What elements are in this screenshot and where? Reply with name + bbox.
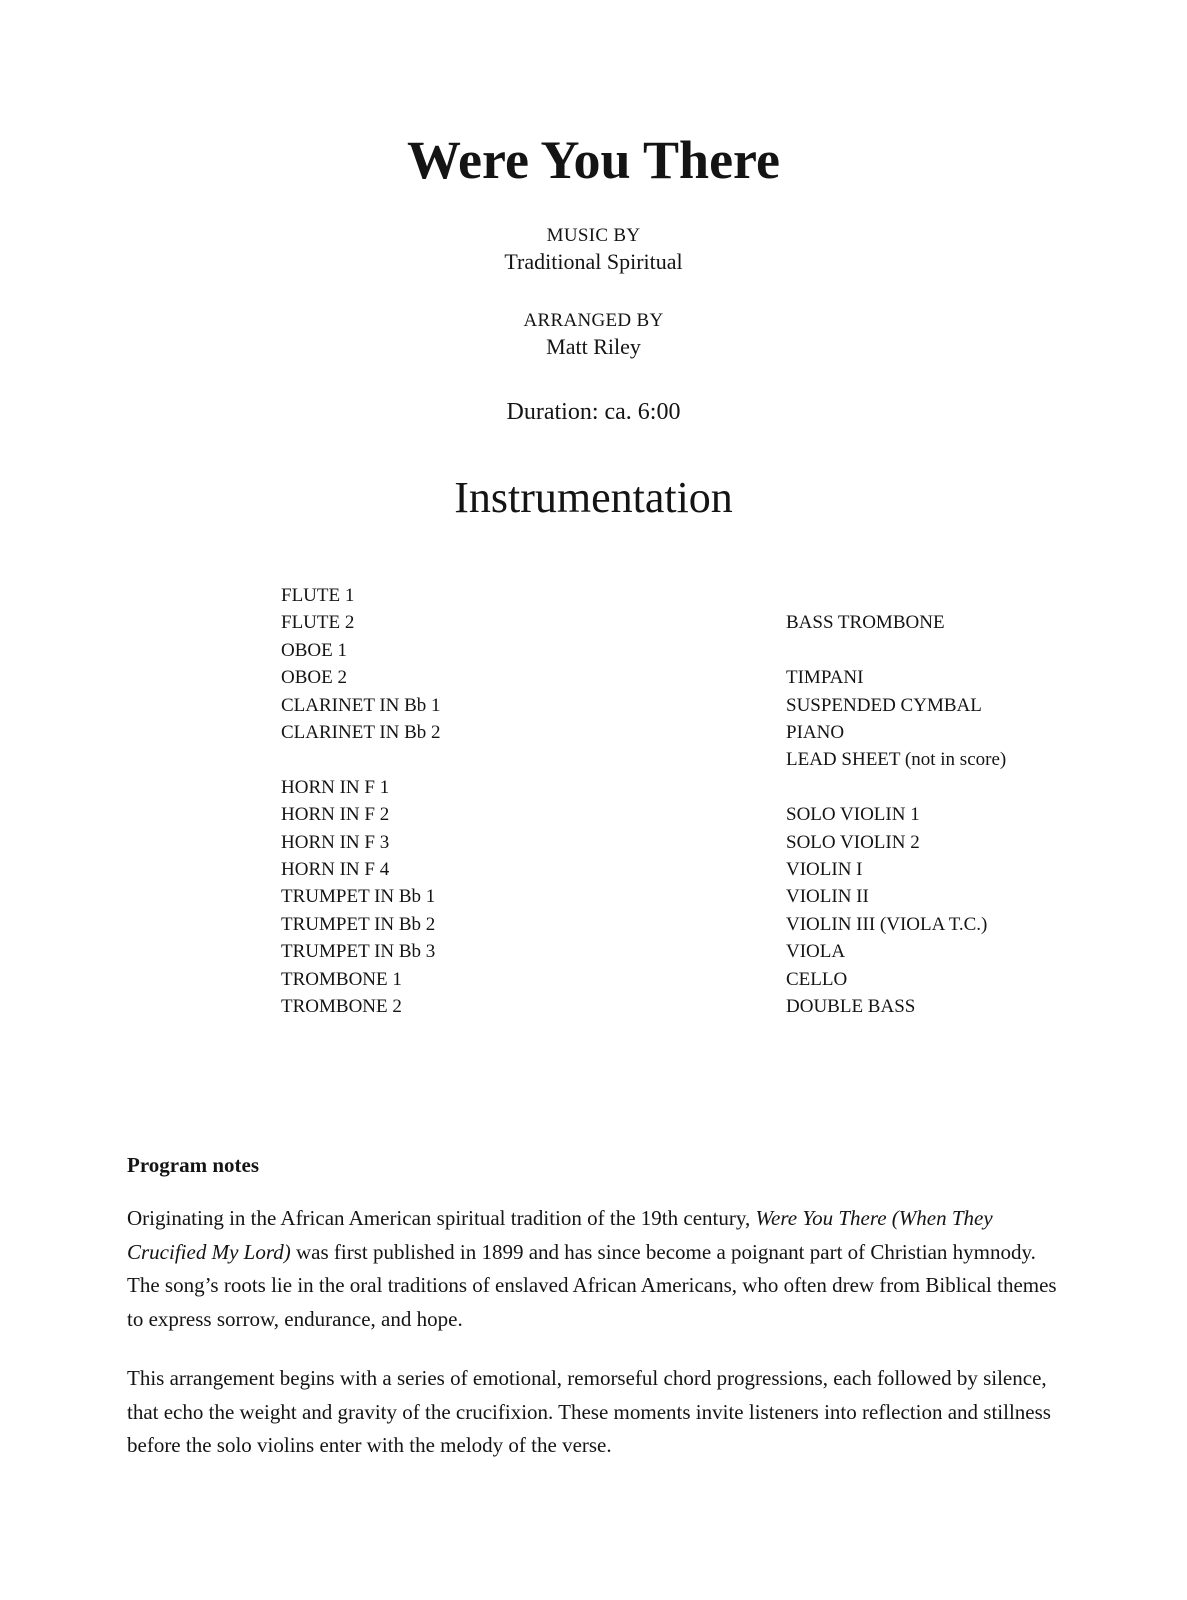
instrument-item: TRUMPET IN Bb 2 [281,913,436,935]
instrument-item: LEAD SHEET (not in score) [786,749,1007,771]
instrument-list-spacer [786,582,1146,609]
arranged-by-label: ARRANGED BY [523,310,664,331]
duration-text: Duration: ca. 6:00 [506,399,681,425]
instrument-item: CLARINET IN Bb 1 [281,694,441,716]
instrument-item: TROMBONE 2 [281,996,402,1018]
instrument-list-spacer [786,774,1146,801]
para1-post-text: was first published in 1899 and has since become a poignant part of Christian hymnody. The song’s roots lie in the oral traditions of enslaved African Americans, who often drew from Biblical themes to express sorrow, endurance, and hope. [127,1239,1057,1331]
instrument-item: FLUTE 1 [281,585,355,606]
instrument-item: HORN IN F 3 [281,831,390,853]
instrument-item: OBOE 2 [281,667,347,689]
instrument-list-right [786,582,1146,1020]
instrument-item: SUSPENDED CYMBAL [786,694,982,716]
instrument-item: SOLO VIOLIN 2 [786,831,920,853]
instrument-item: SOLO VIOLIN 1 [786,804,920,826]
instrument-item: TIMPANI [786,667,864,689]
instrument-item: PIANO [786,722,845,743]
program-notes-paragraph-1 [127,1202,1067,1336]
instrument-item: DOUBLE BASS [786,996,916,1018]
instrument-item: TRUMPET IN Bb 3 [281,941,436,963]
instrument-item: VIOLIN II [786,886,869,908]
program-notes-heading: Program notes [127,1153,259,1177]
instrument-item: BASS TROMBONE [786,612,945,634]
para1-pre-text: Originating in the African American spiritual tradition of the 19th century, [127,1206,756,1230]
instrument-item: TRUMPET IN Bb 1 [281,886,436,908]
instrument-item: HORN IN F 2 [281,804,390,826]
instrument-item: FLUTE 2 [281,612,355,634]
para1-italic-work-title: Were You There (When They Crucified My Lord) [127,1206,993,1264]
instrument-item: VIOLIN I [786,859,863,881]
music-by-label: MUSIC BY [546,225,641,246]
instrument-list-spacer [786,637,1146,664]
instrument-item: HORN IN F 1 [281,776,390,798]
arranged-by-value: Matt Riley [546,334,641,359]
instrument-item: VIOLA [786,941,846,963]
instrument-list-spacer [281,746,641,773]
music-by-value: Traditional Spiritual [504,249,683,274]
instrument-item: VIOLIN III (VIOLA T.C.) [786,913,988,935]
program-notes-paragraph-2: This arrangement begins with a series of emotional, remorseful chord progressions, each followed by silence, that echo the weight and gravity of the crucifixion. These moments invite listeners into reflection and stillness before the solo violins enter with the melody of the verse. [127,1366,1051,1457]
instrumentation-heading: Instrumentation [454,473,733,522]
instrument-item: CELLO [786,968,848,990]
instrument-list-left [281,582,641,1020]
instrument-item: CLARINET IN Bb 2 [281,722,441,744]
instrument-item: OBOE 1 [281,639,347,661]
instrument-item: HORN IN F 4 [281,859,390,881]
page-title: Were You There [407,130,780,190]
instrument-item: TROMBONE 1 [281,968,402,990]
